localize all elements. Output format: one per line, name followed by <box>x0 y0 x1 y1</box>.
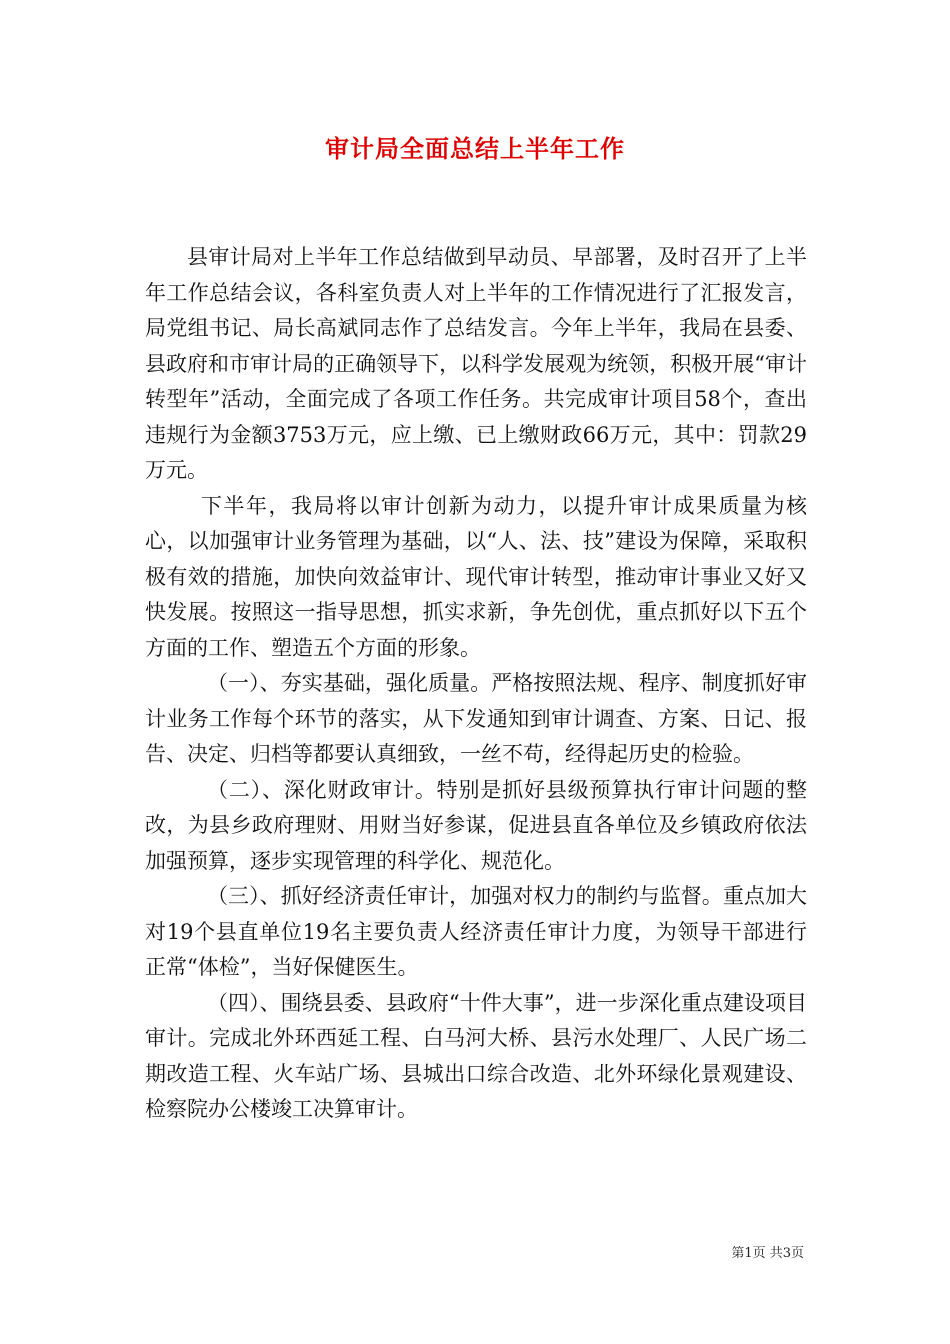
paragraph-item-4: （四）、围绕县委、县政府“十件大事”，进一步深化重点建设项目审计。完成北外环西延工程、白马河大桥、县污水处理厂、人民广场二期改造工程、火车站广场、县城出口综合改造、北外环绿化景观建设、检察院办公楼竣工决算审计。 <box>145 990 807 1121</box>
paragraph-item-1: （一）、夯实基础，强化质量。严格按照法规、程序、制度抓好审计业务工作每个环节的落实，从下发通知到审计调查、方案、日记、报告、决定、归档等都要认真细致，一丝不苟，经得起历史的检验。 <box>145 671 807 766</box>
document-body <box>145 240 807 1128</box>
paragraph-second-half-plan: 下半年，我局将以审计创新为动力，以提升审计成果质量为核心，以加强审计业务管理为基础，以“人、法、技”建设为保障，采取积极有效的措施，加快向效益审计、现代审计转型，推动审计事业又好又快发展。按照这一指导思想，抓实求新，争先创优，重点抓好以下五个方面的工作、塑造五个方面的形象。 <box>145 493 807 660</box>
paragraph-item-3: （三）、抓好经济责任审计，加强对权力的制约与监督。重点加大对19个县直单位19名主要负责人经济责任审计力度，为领导干部进行正常“体检”，当好保健医生。 <box>145 884 807 979</box>
document-title: 审计局全面总结上半年工作 <box>325 134 625 163</box>
paragraph-intro: 县审计局对上半年工作总结做到早动员、早部署，及时召开了上半年工作总结会议，各科室负责人对上半年的工作情况进行了汇报发言，局党组书记、局长高斌同志作了总结发言。今年上半年，我局在县委、县政府和市审计局的正确领导下，以科学发展观为统领，积极开展“审计转型年”活动，全面完成了各项工作任务。共完成审计项目58个，查出违规行为金额3753万元，应上缴、已上缴财政66万元，其中：罚款29万元。 <box>145 245 807 482</box>
paragraph-item-2: （二）、深化财政审计。特别是抓好县级预算执行审计问题的整改，为县乡政府理财、用财当好参谋，促进县直各单位及乡镇政府依法加强预算，逐步实现管理的科学化、规范化。 <box>145 777 807 873</box>
page-number: 第1页 共3页 <box>731 1246 804 1261</box>
